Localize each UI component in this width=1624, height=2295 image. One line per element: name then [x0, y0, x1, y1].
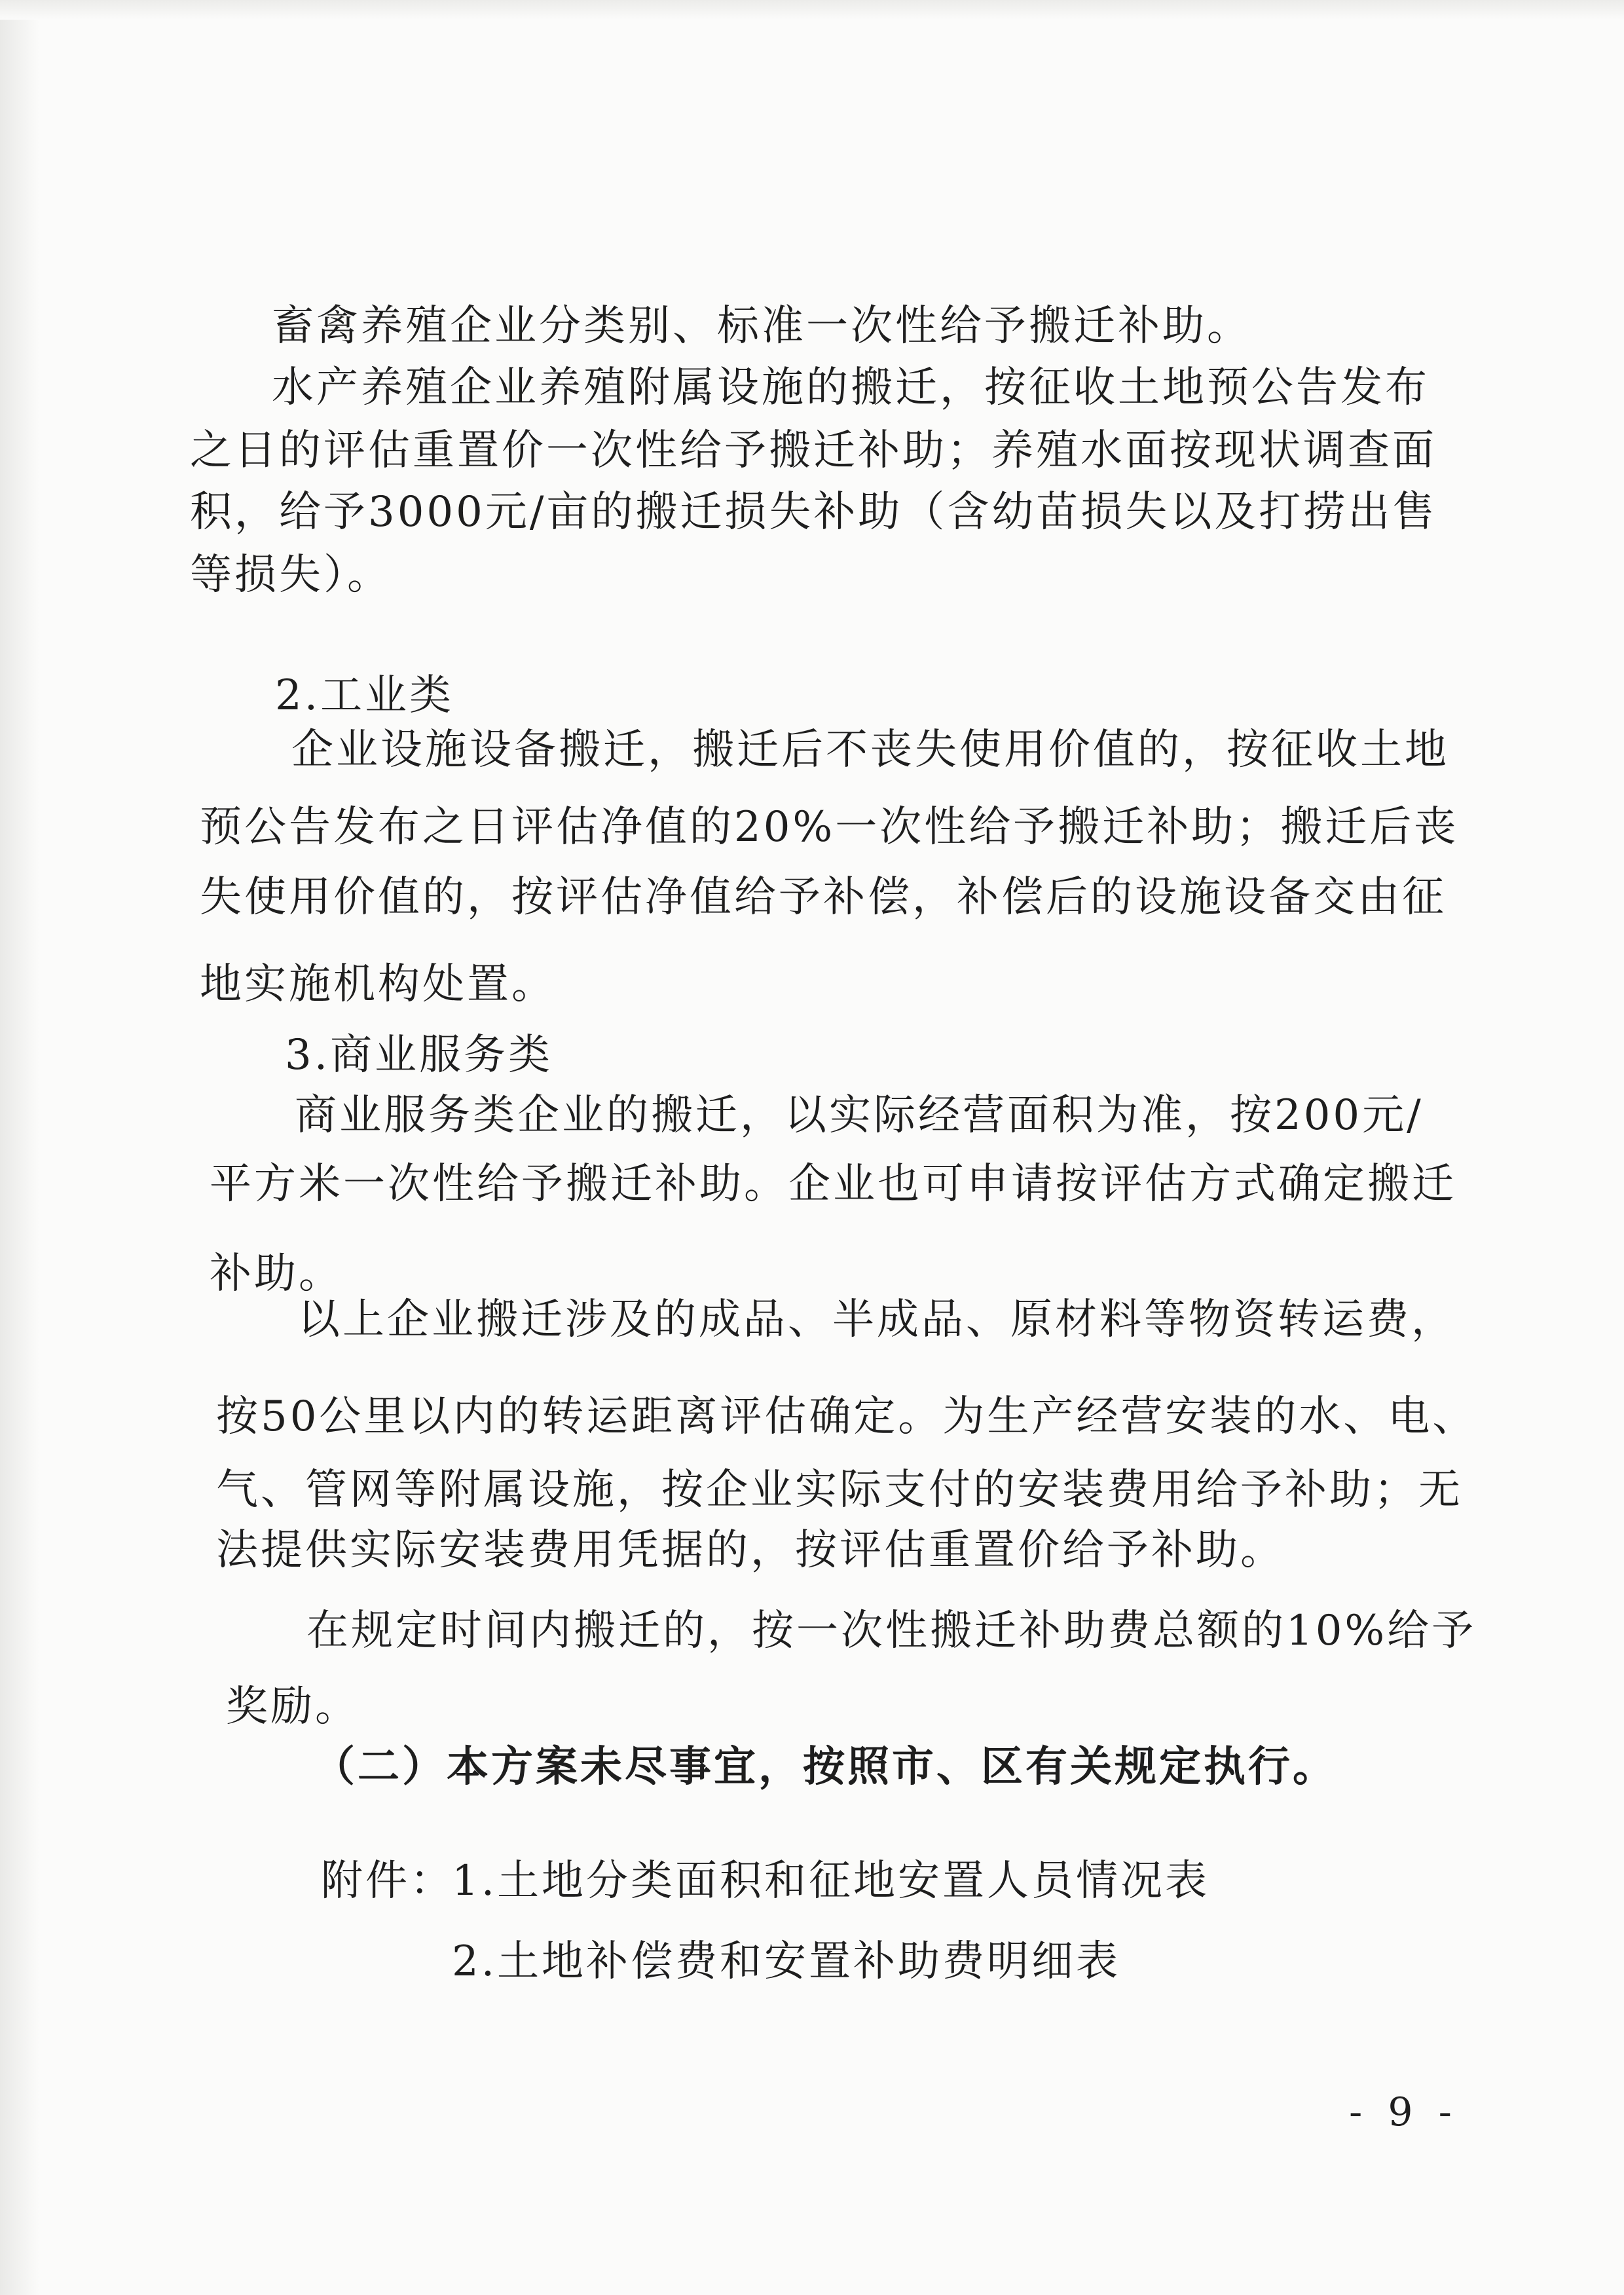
text-line-13: 平方米一次性给予搬迁补助。企业也可申请按评估方式确定搬迁: [210, 1160, 1456, 1208]
text-line-16: 按50公里以内的转运距离评估确定。为生产经营安装的水、电、: [216, 1392, 1477, 1441]
section-heading-commercial: 3.商业服务类: [285, 1031, 553, 1079]
section-heading-industrial: 2.工业类: [275, 671, 454, 720]
scan-shadow-left: [0, 0, 39, 2295]
text-line-21: （二）本方案未尽事宜，按照市、区有关规定执行。: [313, 1742, 1337, 1791]
text-line-5: 等损失）。: [190, 551, 392, 599]
text-line-7: 企业设施设备搬迁，搬迁后不丧失使用价值的，按征收土地: [291, 726, 1449, 774]
page-number: - 9 -: [1349, 2089, 1458, 2135]
text-line-4: 积，给予3000元/亩的搬迁损失补助（含幼苗损失以及打捞出售: [190, 488, 1437, 536]
text-line-15: 以上企业搬迁涉及的成品、半成品、原材料等物资转运费，: [298, 1296, 1456, 1344]
attachment-label: 附件：: [321, 1857, 454, 1905]
text-line-10: 地实施机构处置。: [200, 960, 556, 1009]
text-line-17: 气、管网等附属设施，按企业实际支付的安装费用给予补助；无: [216, 1466, 1463, 1514]
text-line-8: 预公告发布之日评估净值的20%一次性给予搬迁补助；搬迁后丧: [200, 803, 1459, 851]
text-line-1: 畜禽养殖企业分类别、标准一次性给予搬迁补助。: [272, 302, 1251, 350]
text-line-2: 水产养殖企业养殖附属设施的搬迁，按征收土地预公告发布: [272, 364, 1430, 412]
text-line-18: 法提供实际安装费用凭据的，按评估重置价给予补助。: [216, 1526, 1285, 1575]
scan-shadow-top: [0, 0, 1624, 20]
text-line-20: 奖励。: [226, 1683, 360, 1731]
attachment-item-2: 2.土地补偿费和安置补助费明细表: [452, 1937, 1121, 1986]
text-line-9: 失使用价值的，按评估净值给予补偿，补偿后的设施设备交由征: [200, 873, 1447, 922]
text-line-19: 在规定时间内搬迁的，按一次性搬迁补助费总额的10%给予: [306, 1607, 1477, 1655]
attachment-item-1: 1.土地分类面积和征地安置人员情况表: [452, 1857, 1210, 1905]
text-line-12: 商业服务类企业的搬迁，以实际经营面积为准，按200元/: [295, 1091, 1424, 1140]
text-line-14: 补助。: [210, 1250, 343, 1298]
text-line-3: 之日的评估重置价一次性给予搬迁补助；养殖水面按现状调查面: [190, 426, 1437, 475]
